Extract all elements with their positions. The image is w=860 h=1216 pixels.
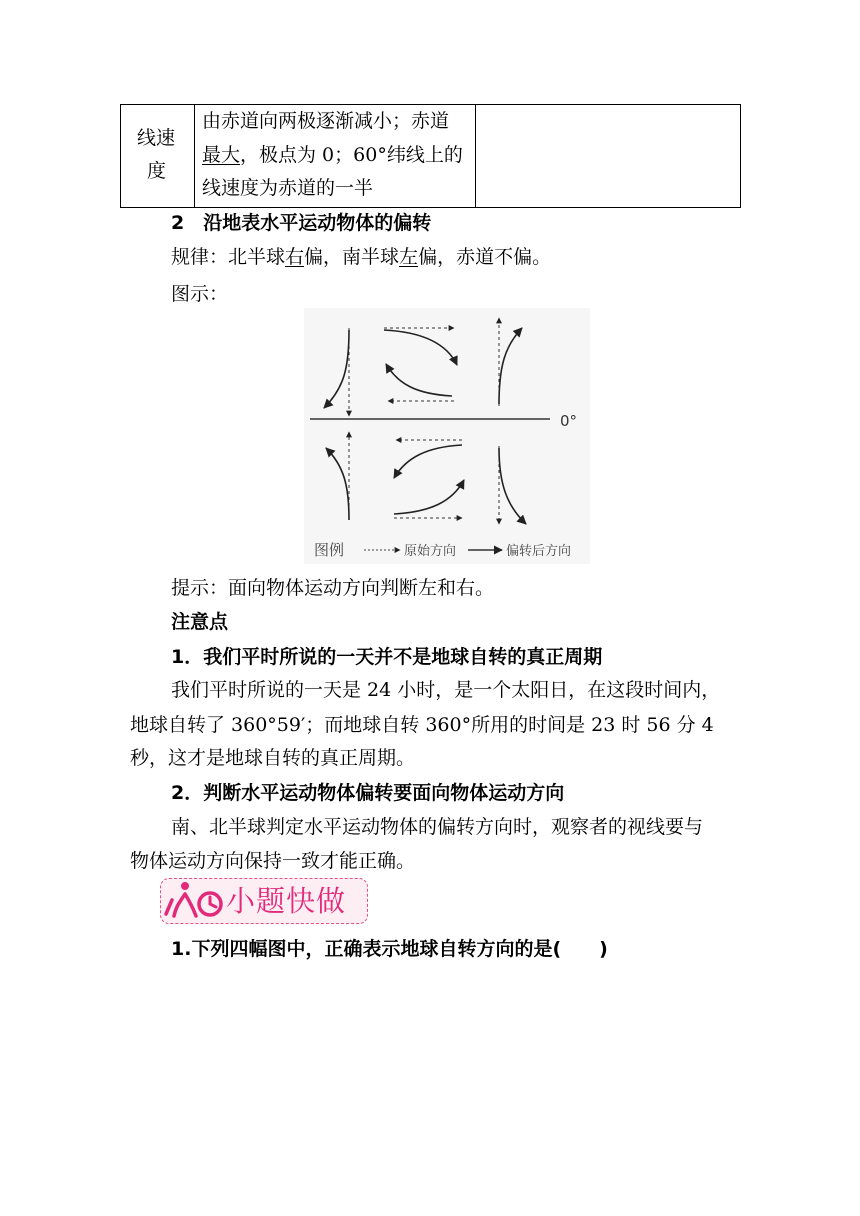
- diagram-background: [304, 308, 590, 564]
- hint-text: 提示：面向物体运动方向判断左和右。: [171, 577, 495, 599]
- notes-title: 注意点: [171, 611, 229, 633]
- rule-right: 右: [285, 246, 305, 268]
- figure-label: 图示：: [171, 283, 229, 305]
- note-2-line2: 物体运动方向保持一致才能正确。: [130, 850, 416, 872]
- question-1: 1.下列四幅图中，正确表示地球自转方向的是( ): [171, 938, 608, 960]
- rule-prefix: 规律：北半球: [171, 246, 286, 268]
- deflection-rule: [171, 245, 551, 269]
- underlined-keyword: 最大: [202, 144, 241, 166]
- legend-deflected-label: 偏转后方向: [506, 544, 572, 559]
- note-1-title: 1．我们平时所说的一天并不是地球自转的真正周期: [171, 646, 603, 668]
- description-line1: 由赤道向两极逐渐减小；赤道: [202, 110, 450, 132]
- row-label-line1: 线速: [137, 127, 176, 149]
- row-label-cell: [121, 105, 195, 207]
- property-table-row: [120, 104, 741, 208]
- note-1-line3: 秒，这才是地球自转的真正周期。: [130, 747, 416, 769]
- rule-suffix: 偏，赤道不偏。: [418, 246, 552, 268]
- legend-original-label: 原始方向: [404, 544, 457, 559]
- description-cell: [194, 105, 476, 207]
- legend-title: 图例: [314, 541, 345, 559]
- description-line2-rest: ，极点为 0；60°纬线上的: [240, 144, 463, 166]
- rule-mid: 偏，南半球: [304, 246, 400, 268]
- row-label-line2: 度: [147, 160, 167, 182]
- rule-left: 左: [399, 246, 419, 268]
- section-heading: 2 沿地表水平运动物体的偏转: [171, 212, 432, 234]
- description-line3: 线速度为赤道的一半: [202, 177, 374, 199]
- quiz-section-title: 小题快做: [226, 884, 347, 918]
- note-2-line1: 南、北半球判定水平运动物体的偏转方向时，观察者的视线要与: [171, 816, 704, 838]
- description-line2: [202, 143, 463, 167]
- deflection-diagram: [304, 308, 590, 564]
- equator-label: 0°: [560, 412, 578, 430]
- note-1-line1: 我们平时所说的一天是 24 小时，是一个太阳日，在这段时间内，: [171, 679, 721, 701]
- clock-logo-icon: [160, 876, 226, 926]
- note-1-line2: 地球自转了 360°59′；而地球自转 360°所用的时间是 23 时 56 分 4: [130, 714, 714, 736]
- note-2-title: 2．判断水平运动物体偏转要面向物体运动方向: [171, 782, 565, 804]
